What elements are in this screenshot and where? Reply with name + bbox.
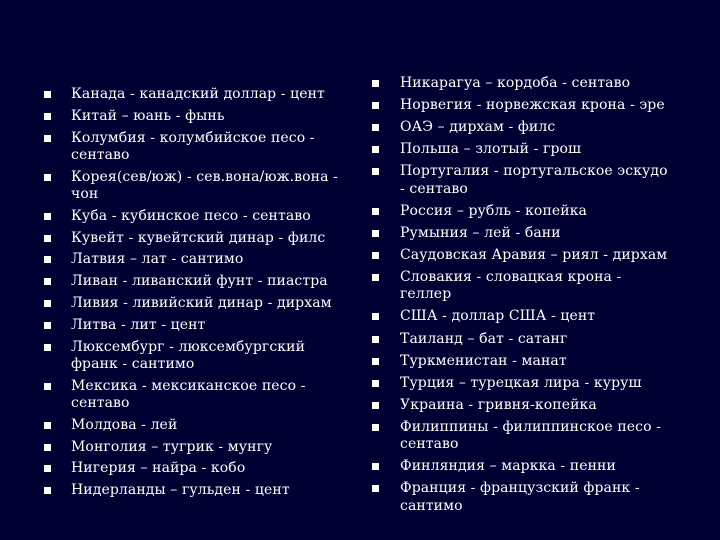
list-item-text: Литва - лит - цент xyxy=(71,316,206,333)
square-bullet-icon xyxy=(44,91,51,98)
square-bullet-icon xyxy=(372,124,379,131)
square-bullet-icon xyxy=(44,300,51,307)
square-bullet-icon xyxy=(372,208,379,215)
square-bullet-icon xyxy=(44,135,51,142)
list-item xyxy=(372,419,672,454)
list-item-text: Канада - канадский доллар - цент xyxy=(71,86,325,102)
square-bullet-icon xyxy=(44,383,51,390)
list-item xyxy=(372,203,672,220)
list-item-text: Норвегия - норвежская крона - эре xyxy=(400,97,665,114)
square-bullet-icon xyxy=(372,402,379,409)
list-item xyxy=(44,417,356,434)
list-item-text: Корея(сев/юж) - сев.вона/юж.вона - чон xyxy=(71,168,338,202)
list-item xyxy=(44,230,356,247)
list-item xyxy=(44,108,356,125)
square-bullet-icon xyxy=(44,465,51,472)
square-bullet-icon xyxy=(372,380,379,387)
square-bullet-icon xyxy=(372,358,379,365)
list-item xyxy=(372,308,672,325)
list-item-text: Саудовская Аравия – риял - дирхам xyxy=(400,246,668,263)
square-bullet-icon xyxy=(372,252,379,259)
list-item-text: Никарагуа – кордоба - сентаво xyxy=(400,75,631,91)
square-bullet-icon xyxy=(372,424,379,431)
square-bullet-icon xyxy=(44,278,51,285)
list-item xyxy=(44,378,356,413)
list-item xyxy=(44,295,356,312)
list-item-text: Ливан - ливанский фунт - пиастра xyxy=(71,273,328,290)
square-bullet-icon xyxy=(44,256,51,263)
list-item xyxy=(372,141,672,158)
square-bullet-icon xyxy=(372,146,379,153)
square-bullet-icon xyxy=(44,174,51,181)
list-item xyxy=(372,225,672,242)
list-item xyxy=(372,458,672,475)
list-item-text: Франция - французский франк - сантимо xyxy=(400,480,640,514)
list-item-text: ОАЭ – дирхам - филс xyxy=(400,119,556,136)
list-item xyxy=(372,375,672,392)
list-item xyxy=(44,482,356,499)
list-item-text: Монголия – тугрик - мунгу xyxy=(71,438,273,455)
list-item xyxy=(44,339,356,374)
list-item xyxy=(372,119,672,136)
list-item-text: Мексика - мексиканское песо - сентаво xyxy=(71,377,306,411)
list-item-text: Финляндия – маркка - пенни xyxy=(400,458,616,475)
list-item xyxy=(44,251,356,268)
square-bullet-icon xyxy=(44,444,51,451)
list-item-text: Латвия – лат - сантимо xyxy=(71,251,244,268)
square-bullet-icon xyxy=(372,230,379,237)
square-bullet-icon xyxy=(372,485,379,492)
list-item-text: Кувейт - кувейтский динар - филс xyxy=(71,229,326,246)
list-item-text: Польша – злотый - грош xyxy=(400,141,582,158)
square-bullet-icon xyxy=(44,422,51,429)
list-item xyxy=(44,169,356,204)
list-item-text: Португалия - португальское эскудо - сентаво xyxy=(400,163,668,197)
list-item-text: Колумбия - колумбийское песо - сентаво xyxy=(71,129,315,163)
list-item xyxy=(372,163,672,198)
list-item-text: Румыния – лей - бани xyxy=(400,224,561,241)
square-bullet-icon xyxy=(372,336,379,343)
list-item xyxy=(372,75,672,92)
list-item-text: Куба - кубинское песо - сентаво xyxy=(71,207,311,224)
square-bullet-icon xyxy=(44,322,51,329)
list-item xyxy=(372,480,672,515)
list-item-text: Нигерия – найра - кобо xyxy=(71,460,246,477)
square-bullet-icon xyxy=(44,487,51,494)
list-item-text: Турция – турецкая лира - куруш xyxy=(400,374,642,391)
square-bullet-icon xyxy=(372,463,379,470)
list-item-text: Филиппины - филиппинское песо - сентаво xyxy=(400,418,662,453)
list-item xyxy=(372,397,672,414)
list-item xyxy=(372,269,672,304)
list-item-text: Китай – юань - фынь xyxy=(71,107,225,124)
square-bullet-icon xyxy=(44,213,51,220)
list-item-text: США - доллар США - цент xyxy=(400,308,596,325)
list-item xyxy=(44,317,356,334)
square-bullet-icon xyxy=(372,168,379,175)
list-item xyxy=(372,97,672,114)
list-item-text: Россия – рубль - копейка xyxy=(400,202,587,219)
list-item-text: Ливия - ливийский динар - дирхам xyxy=(71,294,332,311)
square-bullet-icon xyxy=(372,102,379,109)
square-bullet-icon xyxy=(372,274,379,281)
right-column xyxy=(372,75,672,520)
list-item xyxy=(44,439,356,456)
list-item xyxy=(44,208,356,225)
square-bullet-icon xyxy=(372,313,379,320)
list-item-text: Таиланд – бат - сатанг xyxy=(400,330,568,347)
list-item xyxy=(372,331,672,348)
list-item-text: Украина - гривня-копейка xyxy=(400,396,597,413)
currency-list-right xyxy=(372,75,672,515)
list-item xyxy=(44,86,356,103)
list-item-text: Люксембург - люксембургский франк - сантимо xyxy=(71,338,305,372)
list-item-text: Словакия - словацкая крона - геллер xyxy=(400,269,622,303)
square-bullet-icon xyxy=(44,344,51,351)
list-item xyxy=(44,460,356,477)
list-item-text: Туркменистан - манат xyxy=(400,352,567,369)
square-bullet-icon xyxy=(44,235,51,242)
list-item xyxy=(44,273,356,290)
currency-list-left xyxy=(44,86,356,499)
list-item xyxy=(372,353,672,370)
left-column xyxy=(44,86,356,504)
list-item-text: Нидерланды – гульден - цент xyxy=(71,482,290,499)
list-item xyxy=(44,130,356,165)
list-item xyxy=(372,247,672,264)
square-bullet-icon xyxy=(44,113,51,120)
list-item-text: Молдова - лей xyxy=(71,416,178,433)
square-bullet-icon xyxy=(372,80,379,87)
